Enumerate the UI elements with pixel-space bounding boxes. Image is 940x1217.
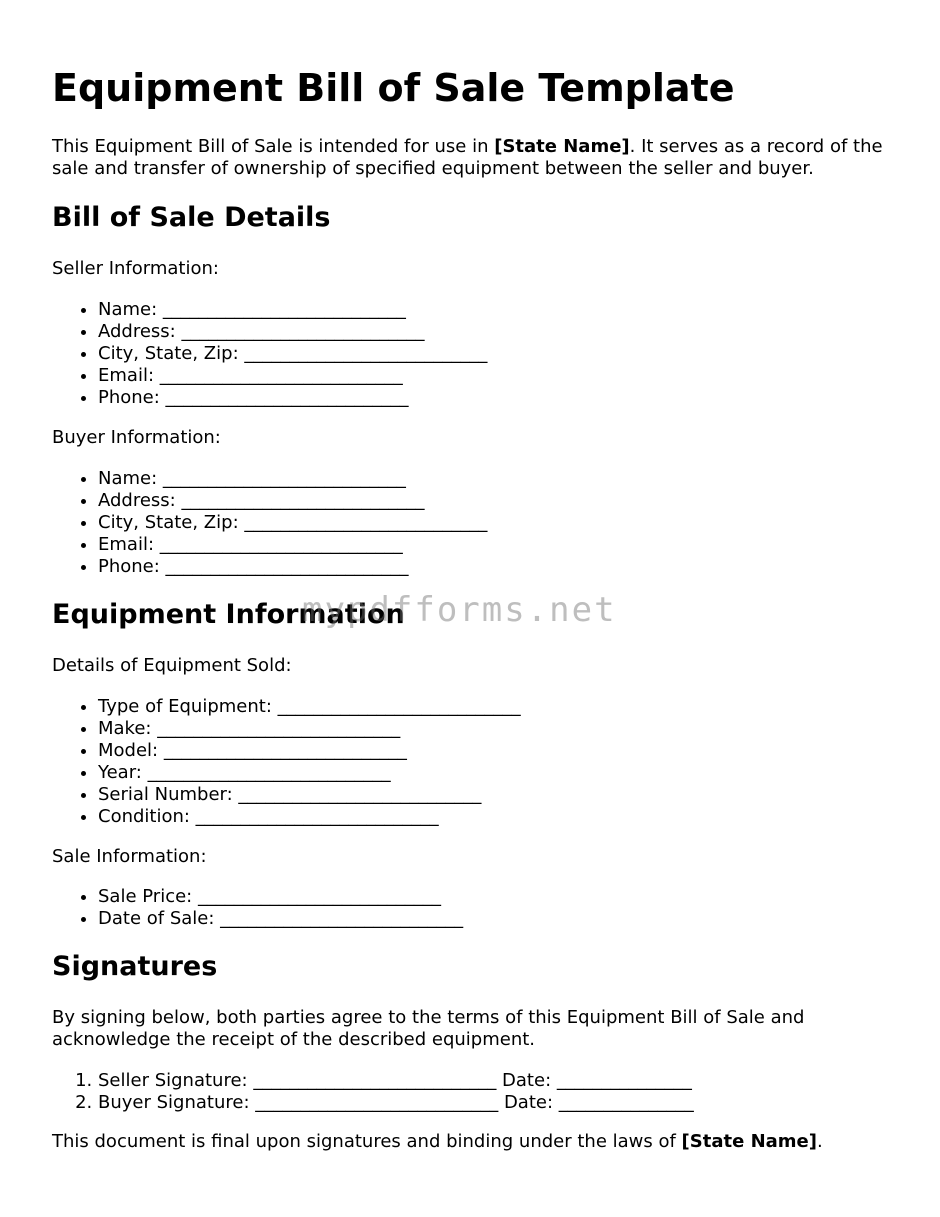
seller-phone-field: • Phone: ___________________________ [98,387,487,409]
section-heading-equipment: Equipment Information [52,599,405,630]
equipment-type-field: • Type of Equipment: ___________________________ [98,696,521,718]
closing-text: This document is final upon signatures and binding under the laws of [52,1131,682,1152]
seller-city-state-zip-field: • City, State, Zip: ___________________________ [98,343,487,365]
buyer-address-field: • Address: ___________________________ [98,490,487,512]
watermark: mypdfforms.net [302,590,617,630]
equipment-serial-number-field: • Serial Number: ___________________________ [98,784,521,806]
signatures-paragraph: By signing below, both parties agree to the terms of this Equipment Bill of Sale and acknowledge the receipt of the described equipment. [52,1007,805,1050]
sale-info-list [52,886,463,930]
equipment-details-label: Details of Equipment Sold: [52,655,292,676]
buyer-signature-line: 2. Buyer Signature: ___________________________ Date: _______________ [98,1092,694,1114]
buyer-name-field: • Name: ___________________________ [98,468,487,490]
seller-email-field: • Email: ___________________________ [98,365,487,387]
seller-info-label: Seller Information: [52,258,219,279]
closing-paragraph [52,1131,823,1153]
buyer-city-state-zip-field: • City, State, Zip: ___________________________ [98,512,487,534]
buyer-phone-field: • Phone: ___________________________ [98,556,487,578]
signature-list [52,1070,694,1114]
seller-address-field: • Address: ___________________________ [98,321,487,343]
document-title: Equipment Bill of Sale Template [52,66,735,110]
state-name-placeholder-closing: [State Name] [681,1131,817,1152]
state-name-placeholder: [State Name] [494,136,630,157]
equipment-year-field: • Year: ___________________________ [98,762,521,784]
equipment-condition-field: • Condition: ___________________________ [98,806,521,828]
intro-paragraph [52,136,912,180]
equipment-model-field: • Model: ___________________________ [98,740,521,762]
intro-text: This Equipment Bill of Sale is intended for use in [52,136,495,157]
seller-signature-line: 1. Seller Signature: ___________________________ Date: _______________ [98,1070,694,1092]
equipment-make-field: • Make: ___________________________ [98,718,521,740]
buyer-info-label: Buyer Information: [52,427,221,448]
intro-text-end: . It serves as a record of the sale and transfer of ownership of specified equipment between the seller and buyer. [52,136,883,179]
seller-name-field: • Name: ___________________________ [98,299,487,321]
closing-period: . [816,1131,823,1152]
equipment-details-list [52,696,521,828]
section-heading-signatures: Signatures [52,951,218,982]
section-heading-details: Bill of Sale Details [52,202,331,233]
seller-info-list [52,299,487,409]
buyer-info-list [52,468,487,578]
sale-date-field: • Date of Sale: ___________________________ [98,908,463,930]
sale-price-field: • Sale Price: ___________________________ [98,886,463,908]
buyer-email-field: • Email: ___________________________ [98,534,487,556]
sale-info-label: Sale Information: [52,846,207,867]
